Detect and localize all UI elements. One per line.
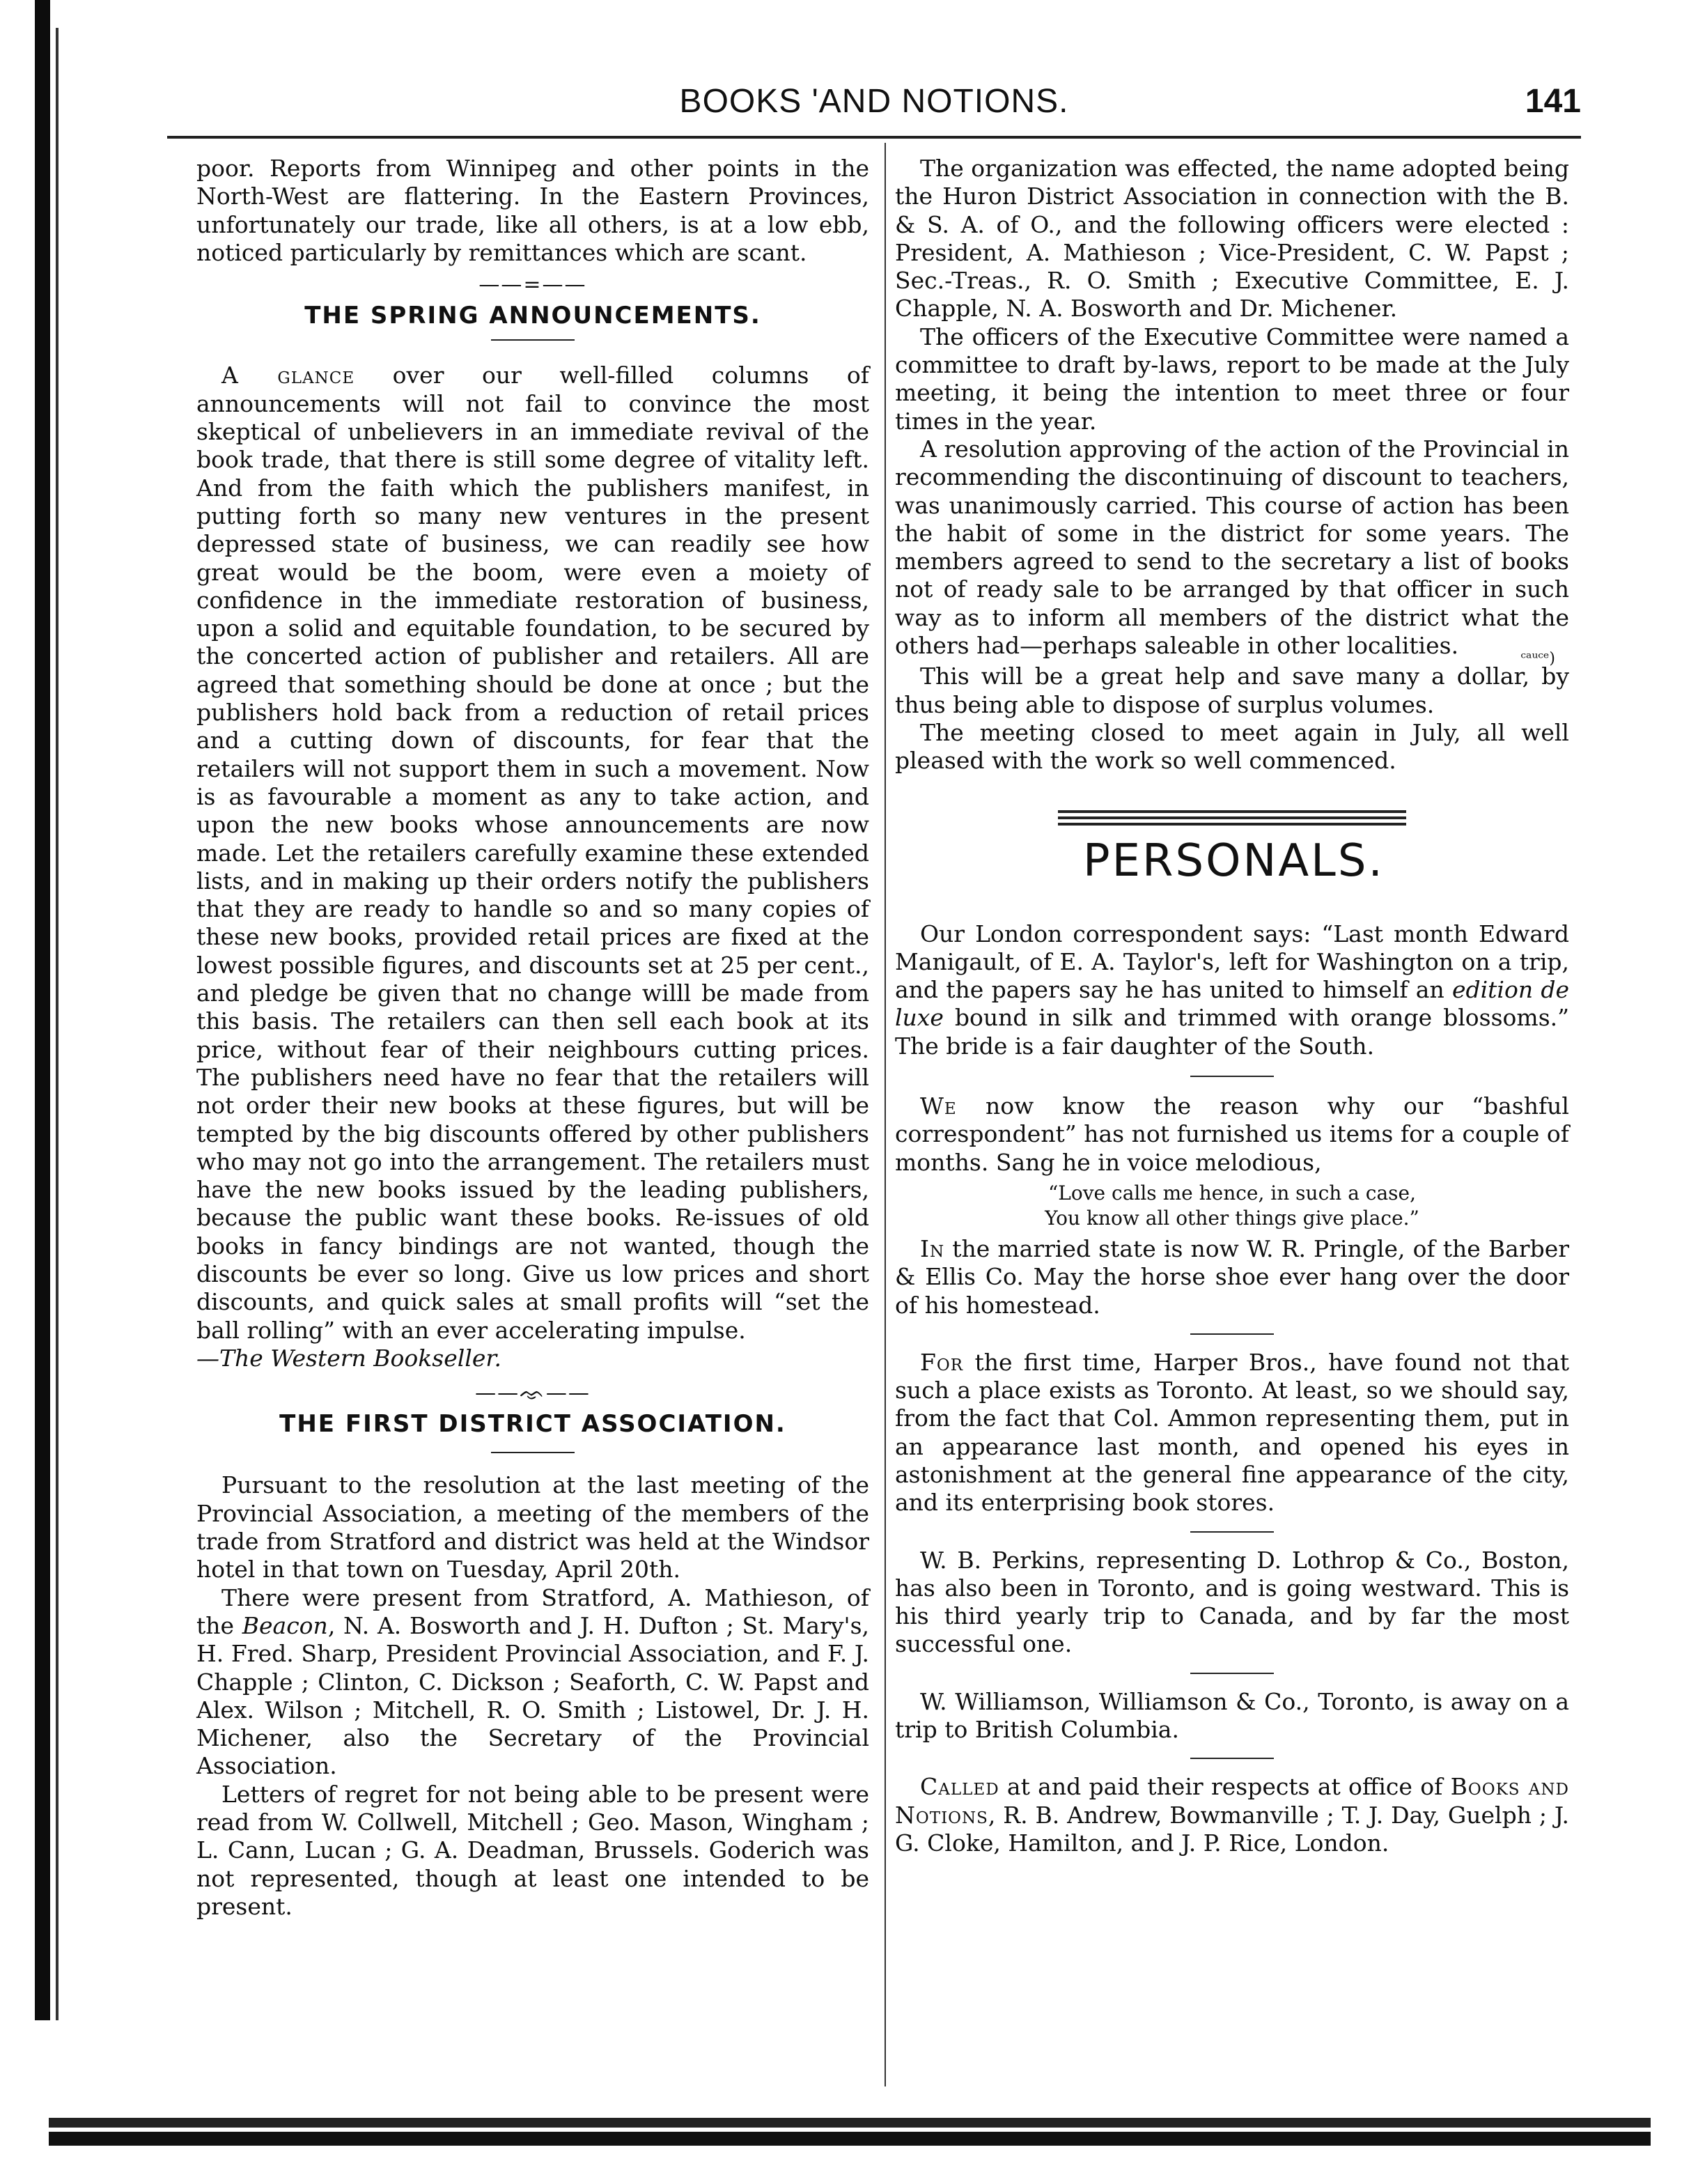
binding-edge (35, 0, 50, 2020)
association-paragraph-1: Pursuant to the resolution at the last meeting of the Provincial Association, a meeting of the members of the trade from Stratford and district was held at the Windsor hotel in that town on Tuesday, April 20th. (196, 1471, 869, 1583)
paragraph-body: , N. A. Bosworth and J. H. Dufton ; St. Mary's, H. Fred. Sharp, President Provincial Association, and F. J. Chapple ; Clinton, C. Dickson ; Seaforth, C. W. Papst and Alex. Wilson ; Mitchell, R. O. Smith ; Listowel, Dr. J. H. Michener, also the Secretary of the Provincial Association. (196, 1611, 869, 1780)
heading-first-district-association: THE FIRST DISTRICT ASSOCIATION. (279, 1410, 786, 1439)
officers-paragraph: The officers of the Executive Committee were named a committee to draft by-laws, report to be made at the July meeting, it being the intention to meet three or four times in the year. (895, 323, 1569, 435)
paragraph-body: over our well-filled columns of announcements will not fail to convince the most skeptical of unbelievers in an immediate revival of the book trade, that there is still some degree of vitality left. And from the faith which the publishers manifest, in putting forth so many new ventures in the present depressed state of business, we can readily see how great would be the boom, were even a moiety of confidence in the immediate restoration of business, upon a solid and equitable foundation, to be secured by the concerted action of publisher and retailers. All are agreed that something should be done at once ; but the publishers hold back from a reduction of retail prices and a cutting down of discounts, for fear that the retailers will not support them in such a movement. Now is as favourable a moment as any to take action, and upon the new books whose announcements are now made. Let the retailers carefully examine these extended lists, and in making up their orders notify the publishers that they are ready to handle so and so many copies of these new books, provided retail prices are fixed at the lowest possible figures, and discounts set at 25 per cent., and pledge be given that no change willl be made from this basis. The retailers can then sell each book at its price, without fear of their neighbours cutting prices. The publishers need have no fear that the retailers will not order their new books at these figures, but will be tempted by the big discounts offered by other publishers who may not go into the arrangement. The retailers must have the new books issued by the leading publishers, because the public want these books. Re-issues of old books in fancy bindings are not wanted, though the discounts be ever so long. Give us low prices and short discounts, and quick sales at small profits will “set the ball rolling” with an ever accelerating impulse. (196, 362, 870, 1344)
lead-words: We (920, 1092, 957, 1120)
personal-item (895, 1349, 1569, 1517)
short-rule (1190, 1076, 1274, 1077)
paragraph-body: A resolution approving of the action of the Provincial in recommending the discontinuing of discount to teachers, was unanimously carried. This course of action has been the habit of some in the district for some years. The members agreed to send to the secretary a list of books not of ready sale to be arranged by that officer in such way as to inform all members of the district what the others had—perhaps saleable in other localities. (895, 435, 1569, 660)
personal-item: W. B. Perkins, representing D. Lothrop & Co., Boston, has also been in Toronto, and is going westward. This is his third yearly trip to Canada, and by far the most successful one. (895, 1546, 1569, 1658)
short-rule (1190, 1673, 1274, 1674)
closing-paragraph: The meeting closed to meet again in July, all well pleased with the work so well commenced. (895, 718, 1569, 775)
association-paragraph-3: Letters of regret for not being able to be present were read from W. Collwell, Mitchell ; Geo. Mason, Wingham ; L. Cann, Lucan ; G. A. Deadman, Brussels. Goderich was not represented, though at least one intended to be present. (196, 1780, 869, 1920)
left-column (196, 155, 869, 1921)
paragraph-body: at and paid their respects at office of (999, 1773, 1451, 1801)
publication-name: Books and Notions (895, 1773, 1569, 1829)
paragraph-body: There were present from Stratford, A. Mathieson, of the (196, 1583, 869, 1639)
heading-spring-announcements: THE SPRING ANNOUNCEMENTS. (304, 302, 761, 330)
intro-paragraph: poor. Reports from Winnipeg and other points in the North-West are flattering. In the Eastern Provinces, unfortunately our trade, like all others, is at a low ebb, noticed particularly by remittances which are scant. (196, 155, 869, 266)
verse-line: You know all other things give place.” (1045, 1206, 1419, 1230)
personal-item (895, 1235, 1569, 1319)
header-rule (167, 136, 1581, 139)
separator-ornament: ——=—— (478, 272, 587, 297)
paragraph-body: Our London correspondent says: “Last month Edward Manigault, of E. A. Taylor's, left for Washington on a trip, and the papers say he has united to himself an (895, 920, 1569, 1004)
paragraph-body: the married state is now W. R. Pringle, of the Barber & Ellis Co. May the horse shoe ever hang over the door of his homestead. (895, 1234, 1569, 1319)
binding-shadow (56, 28, 59, 2020)
page-number: 141 (1525, 83, 1581, 120)
short-rule (491, 339, 575, 341)
personal-item (895, 1773, 1569, 1857)
personal-item (895, 1092, 1569, 1177)
paragraph-body: now know the reason why our “bashful correspondent” has not furnished us items for a couple of months. Sang he in voice melodious, (895, 1092, 1569, 1176)
personals-heading: PERSONALS. (1083, 835, 1385, 887)
lead-words: In (920, 1234, 945, 1262)
paragraph-body: bound in silk and trimmed with orange blossoms.” The bride is a fair daughter of the South. (895, 1004, 1569, 1060)
article-source: —The Western Bookseller. (196, 1344, 502, 1372)
column-divider (885, 143, 886, 2086)
page-title: BOOKS 'AND NOTIONS. (679, 83, 1069, 120)
newspaper-name: Beacon (242, 1611, 328, 1639)
spring-announcements-paragraph (196, 362, 869, 1344)
lead-words: Called (920, 1773, 999, 1801)
running-header (167, 82, 1581, 138)
verse-line: “Love calls me hence, in such a case, (1047, 1181, 1417, 1205)
short-rule (1190, 1758, 1274, 1759)
short-rule (491, 1452, 575, 1453)
section-rule (1058, 810, 1406, 826)
personal-item: W. Williamson, Williamson & Co., Toronto, is away on a trip to British Columbia. (895, 1687, 1569, 1744)
printer-mark: ᶜᵃᵘᶜᵉ) (1520, 650, 1555, 668)
personal-item (895, 920, 1569, 1060)
separator-ornament: ——ᨎ—— (475, 1381, 591, 1406)
paragraph-body: , R. B. Andrew, Bowmanville ; T. J. Day, Guelph ; J. G. Cloke, Hamilton, and J. P. Rice, London. (895, 1801, 1569, 1857)
bottom-rule (49, 2118, 1651, 2146)
paragraph-body: the first time, Harper Bros., have found not that such a place exists as Toronto. At least, so we should say, from the fact that Col. Ammon representing them, put in an appearance last month, and opened his eyes in astonishment at the general fine appearance of the city, and its enterprising book stores. (895, 1348, 1569, 1517)
short-rule (1190, 1531, 1274, 1533)
italic-phrase: edition de luxe (895, 976, 1569, 1032)
resolution-paragraph (895, 435, 1569, 660)
short-rule (1190, 1333, 1274, 1335)
lead-words: For (920, 1348, 964, 1376)
lead-words: A glance (221, 362, 355, 389)
organization-paragraph: The organization was effected, the name adopted being the Huron District Association in connection with the B. & S. A. of O., and the following officers were elected : President, A. Mathieson ; Vice-President, C. W. Papst ; Sec.-Treas., R. O. Smith ; Executive Committee, E. J. Chapple, N. A. Bosworth and Dr. Michener. (895, 155, 1569, 323)
help-paragraph: This will be a great help and save many a dollar, by thus being able to dispose of surplus volumes. (895, 663, 1569, 718)
association-paragraph-2 (196, 1584, 869, 1781)
right-column (895, 155, 1569, 1857)
